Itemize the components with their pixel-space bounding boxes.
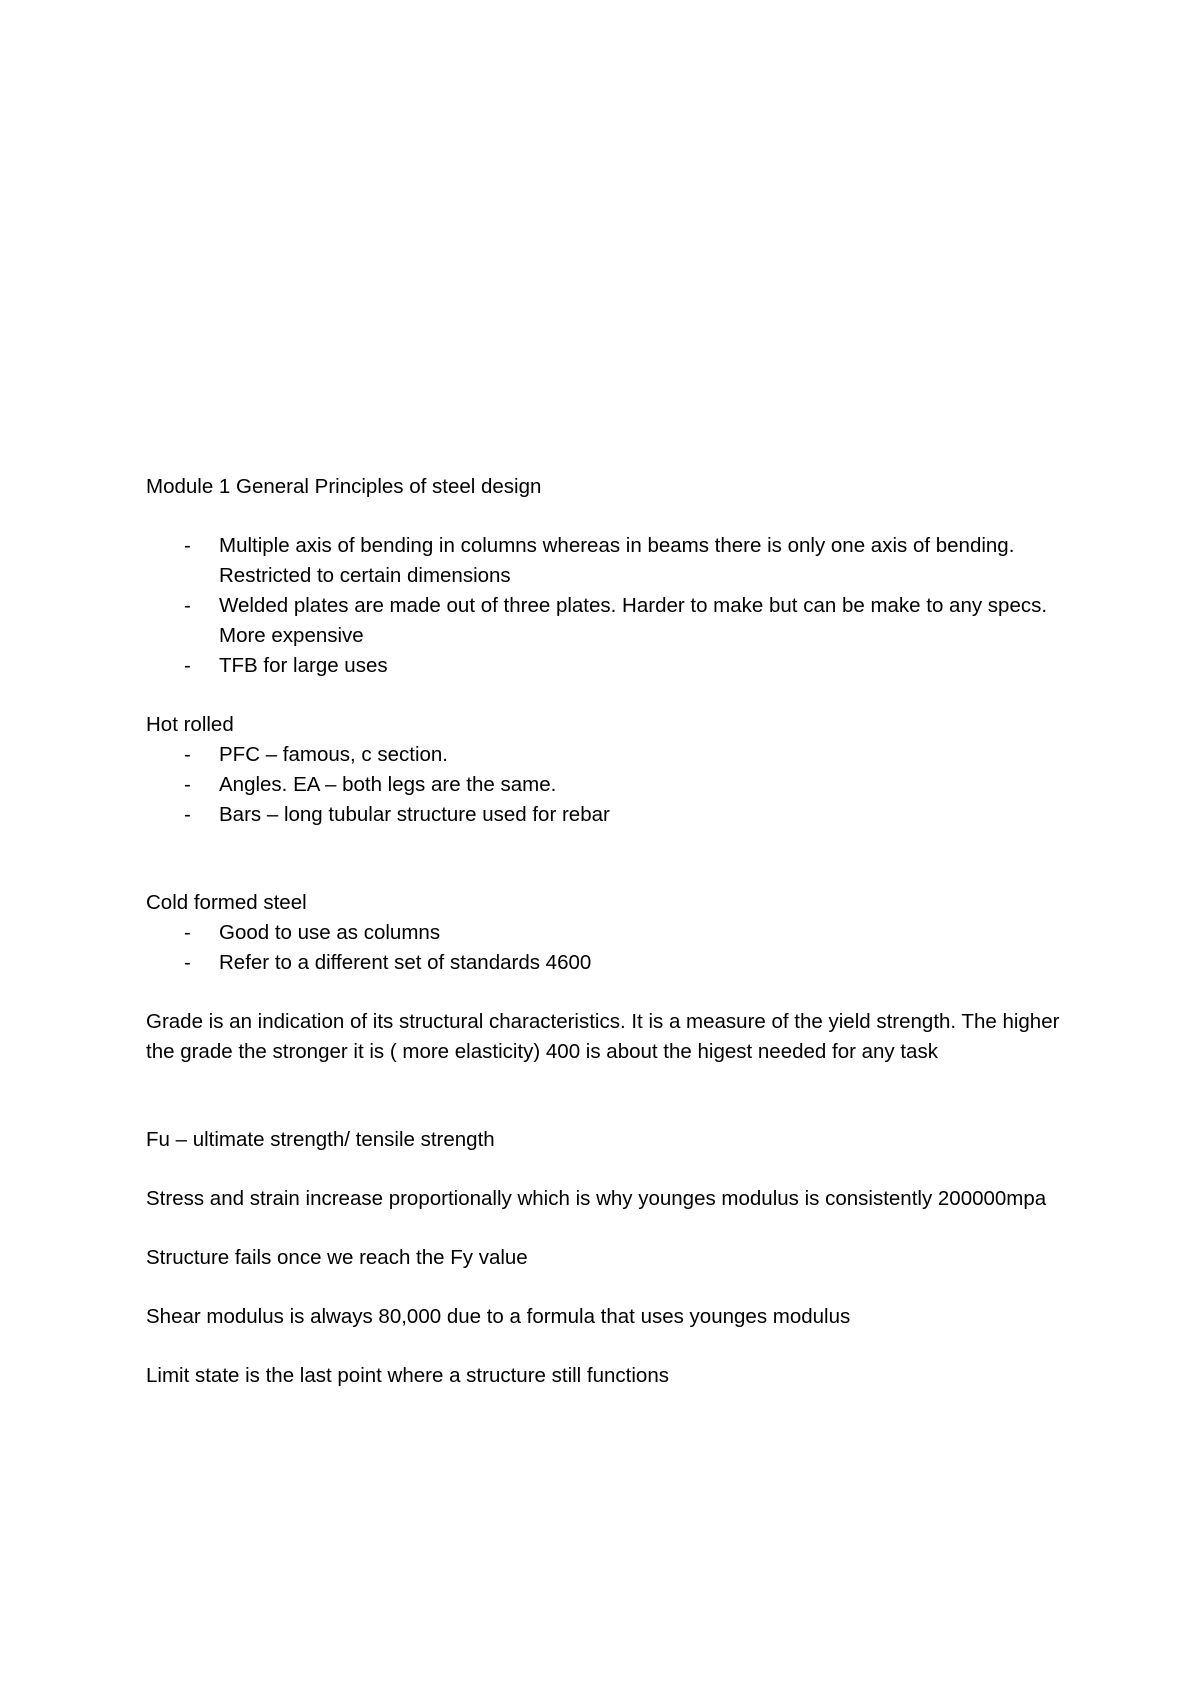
bullet-dash: -: [184, 951, 191, 974]
bullet-dash: -: [184, 921, 191, 944]
list-item-text: Good to use as columns: [219, 921, 441, 944]
list-item: [146, 918, 1066, 948]
structure-fails-paragraph: Structure fails once we reach the Fy value: [146, 1246, 528, 1269]
list-item-text: Refer to a different set of standards 4600: [219, 951, 592, 974]
list-item: [146, 591, 1066, 651]
document-body: [146, 472, 1066, 1391]
list-item: [146, 800, 1066, 830]
section-title: Module 1 General Principles of steel design: [146, 475, 542, 498]
stress-strain-paragraph: Stress and strain increase proportionally which is why younges modulus is consistently 200000mpa: [146, 1187, 1047, 1210]
limit-state-paragraph: Limit state is the last point where a structure still functions: [146, 1364, 669, 1387]
list-item: [146, 740, 1066, 770]
bullet-dash: -: [184, 534, 191, 557]
list-item: [146, 770, 1066, 800]
list-item-text: Bars – long tubular structure used for rebar: [219, 803, 610, 826]
hot-rolled-bullet-list: [146, 740, 1066, 830]
list-item-text: PFC – famous, c section.: [219, 743, 449, 766]
shear-modulus-paragraph: Shear modulus is always 80,000 due to a formula that uses younges modulus: [146, 1305, 851, 1328]
cold-formed-bullet-list: [146, 918, 1066, 978]
bullet-dash: -: [184, 654, 191, 677]
list-item-text: Multiple axis of bending in columns whereas in beams there is only one axis of bending. Restricted to certain dimensions: [219, 534, 1015, 587]
hot-rolled-heading: Hot rolled: [146, 713, 234, 736]
bullet-dash: -: [184, 803, 191, 826]
list-item-text: Angles. EA – both legs are the same.: [219, 773, 557, 796]
bullet-dash: -: [184, 773, 191, 796]
cold-formed-heading: Cold formed steel: [146, 891, 307, 914]
list-item-text: TFB for large uses: [219, 654, 388, 677]
grade-paragraph: Grade is an indication of its structural characteristics. It is a measure of the yield strength. The higher the grade the stronger it is ( more elasticity) 400 is about the higest needed for any task: [146, 1010, 1060, 1063]
list-item: [146, 948, 1066, 978]
list-item-text: Welded plates are made out of three plates. Harder to make but can be make to any specs. More expensive: [219, 594, 1048, 647]
intro-bullet-list: [146, 531, 1066, 681]
list-item: [146, 531, 1066, 591]
bullet-dash: -: [184, 743, 191, 766]
list-item: [146, 651, 1066, 681]
fu-paragraph: Fu – ultimate strength/ tensile strength: [146, 1128, 495, 1151]
bullet-dash: -: [184, 594, 191, 617]
